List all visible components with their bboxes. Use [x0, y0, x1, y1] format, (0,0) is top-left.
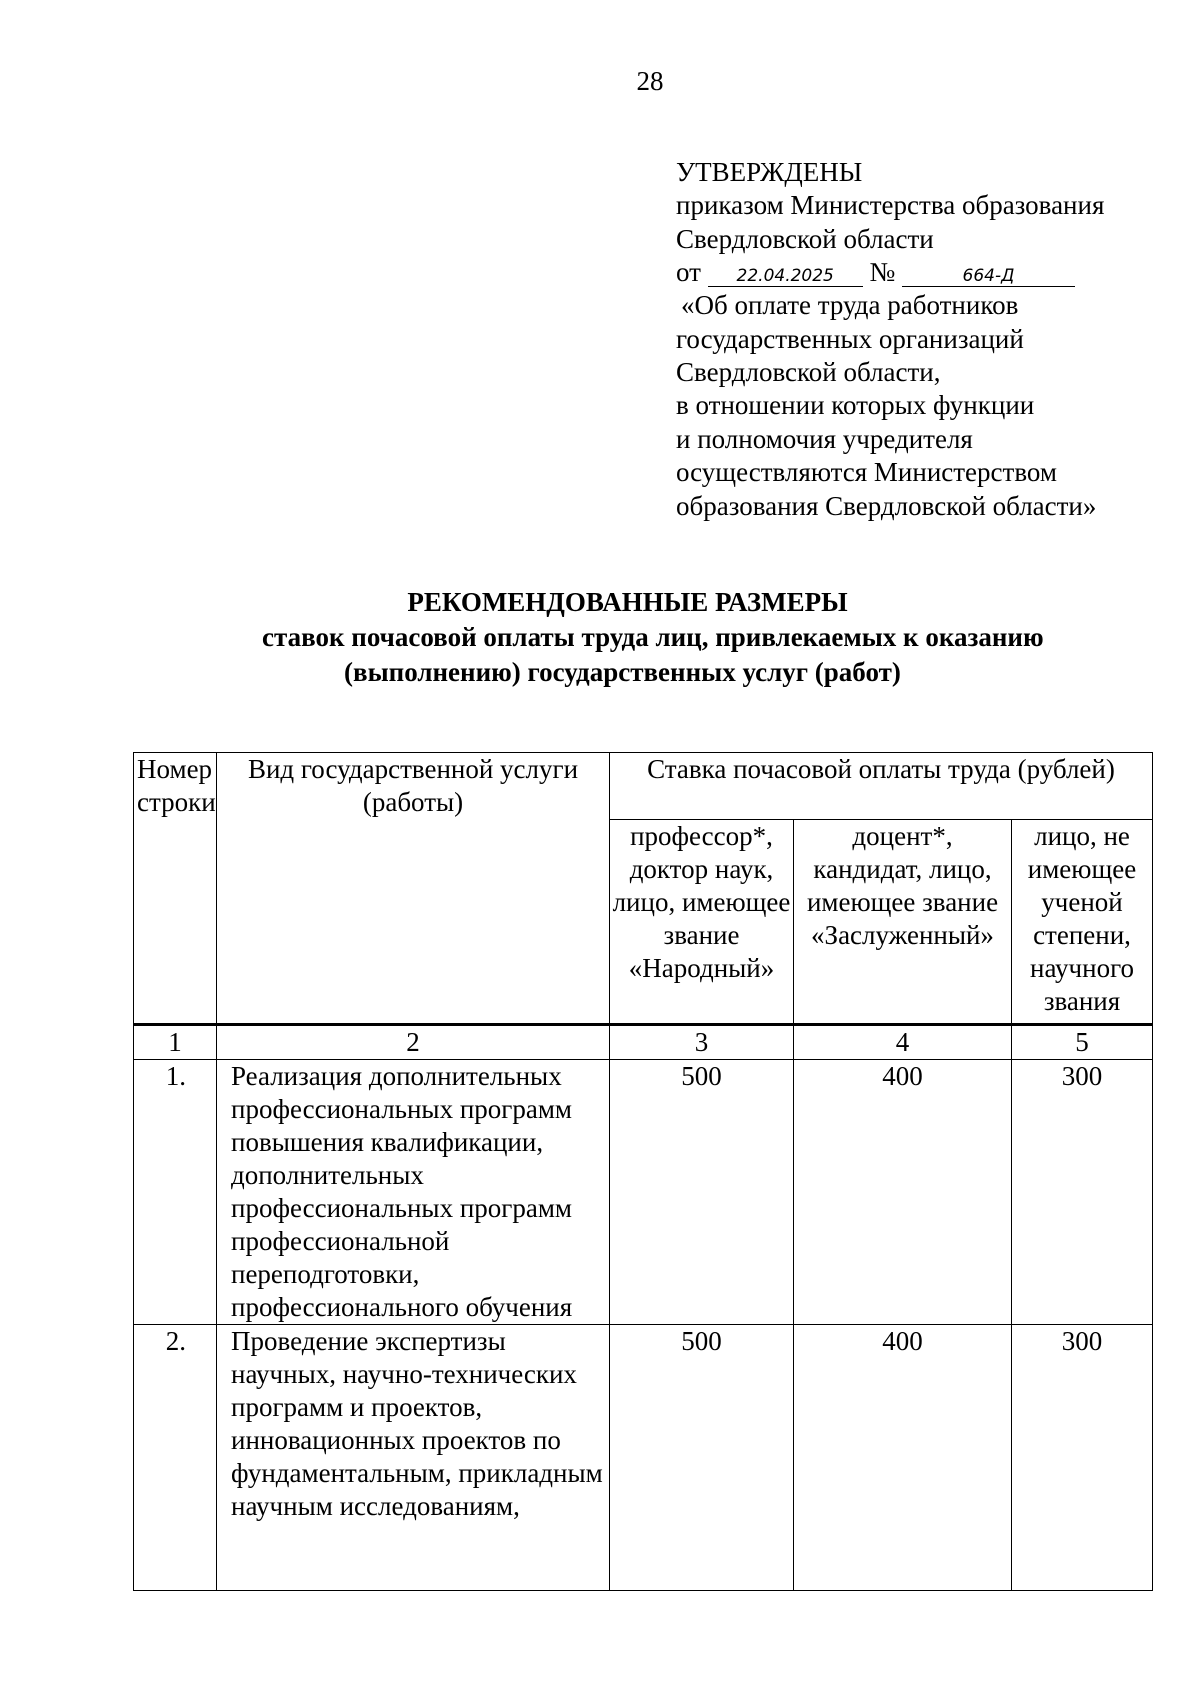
approval-subject-line: «Об оплате труда работников	[681, 290, 1019, 321]
title-subtitle-line2: (выполнению) государственных услуг (работ)	[344, 657, 901, 687]
rates-table	[133, 752, 1153, 1591]
approval-subject-line: осуществляются Министерством	[676, 457, 1057, 488]
header-row-number: Номер строки	[134, 753, 217, 1025]
column-index-row	[134, 1025, 1153, 1060]
row-number: 1.	[134, 1060, 217, 1325]
column-index: 3	[610, 1025, 794, 1060]
approval-subject-line: в отношении которых функции	[676, 390, 1035, 421]
column-index: 2	[217, 1025, 610, 1060]
header-col3: профессор*, доктор наук, лицо, имеющее звание «Народный»	[610, 820, 794, 1025]
approval-subject-line: Свердловской области,	[676, 357, 941, 388]
number-value: 664-Д	[902, 266, 1075, 287]
column-index: 5	[1012, 1025, 1153, 1060]
page-number: 28	[636, 66, 664, 96]
date-value: 22.04.2025	[708, 266, 863, 287]
approval-heading: УТВЕРЖДЕНЫ	[676, 157, 863, 187]
row-rate-col5: 300	[1012, 1325, 1153, 1591]
column-index: 1	[134, 1025, 217, 1060]
date-prefix: от	[676, 257, 701, 288]
row-service: Проведение экспертизы научных, научно-технических программ и проектов, инновационных проектов по фундаментальным, прикладным научным исследованиям,	[217, 1325, 610, 1591]
header-service: Вид государственной услуги (работы)	[217, 753, 610, 1025]
row-service: Реализация дополнительных профессиональных программ повышения квалификации, дополнительных профессиональных программ профессиональной переподготовки, профессионального обучения	[217, 1060, 610, 1325]
table-header-row	[134, 753, 1153, 820]
approval-subject-line: образования Свердловской области»	[676, 490, 1097, 521]
row-number: 2.	[134, 1325, 217, 1591]
column-index: 4	[794, 1025, 1012, 1060]
approval-block	[676, 156, 1196, 523]
title-subtitle-line1: ставок почасовой оплаты труда лиц, привлекаемых к оказанию	[262, 622, 1044, 652]
row-rate-col3: 500	[610, 1325, 794, 1591]
header-col5: лицо, не имеющее ученой степени, научного звания	[1012, 820, 1153, 1025]
approval-line: Свердловской области	[676, 223, 934, 254]
row-rate-col4: 400	[794, 1325, 1012, 1591]
table-row	[134, 1060, 1153, 1325]
table-row	[134, 1325, 1153, 1591]
approval-date-line	[676, 256, 1196, 289]
approval-subject-line: и полномочия учредителя	[676, 423, 973, 454]
row-rate-col5: 300	[1012, 1060, 1153, 1325]
number-prefix: №	[869, 257, 896, 288]
row-rate-col3: 500	[610, 1060, 794, 1325]
document-title	[0, 585, 1200, 690]
row-rate-col4: 400	[794, 1060, 1012, 1325]
approval-line: приказом Министерства образования	[676, 190, 1105, 221]
title-main: РЕКОМЕНДОВАННЫЕ РАЗМЕРЫ	[407, 587, 848, 617]
header-col4: доцент*, кандидат, лицо, имеющее звание «Заслуженный»	[794, 820, 1012, 1025]
header-rate-group: Ставка почасовой оплаты труда (рублей)	[610, 753, 1153, 820]
approval-subject-line: государственных организаций	[676, 323, 1024, 354]
